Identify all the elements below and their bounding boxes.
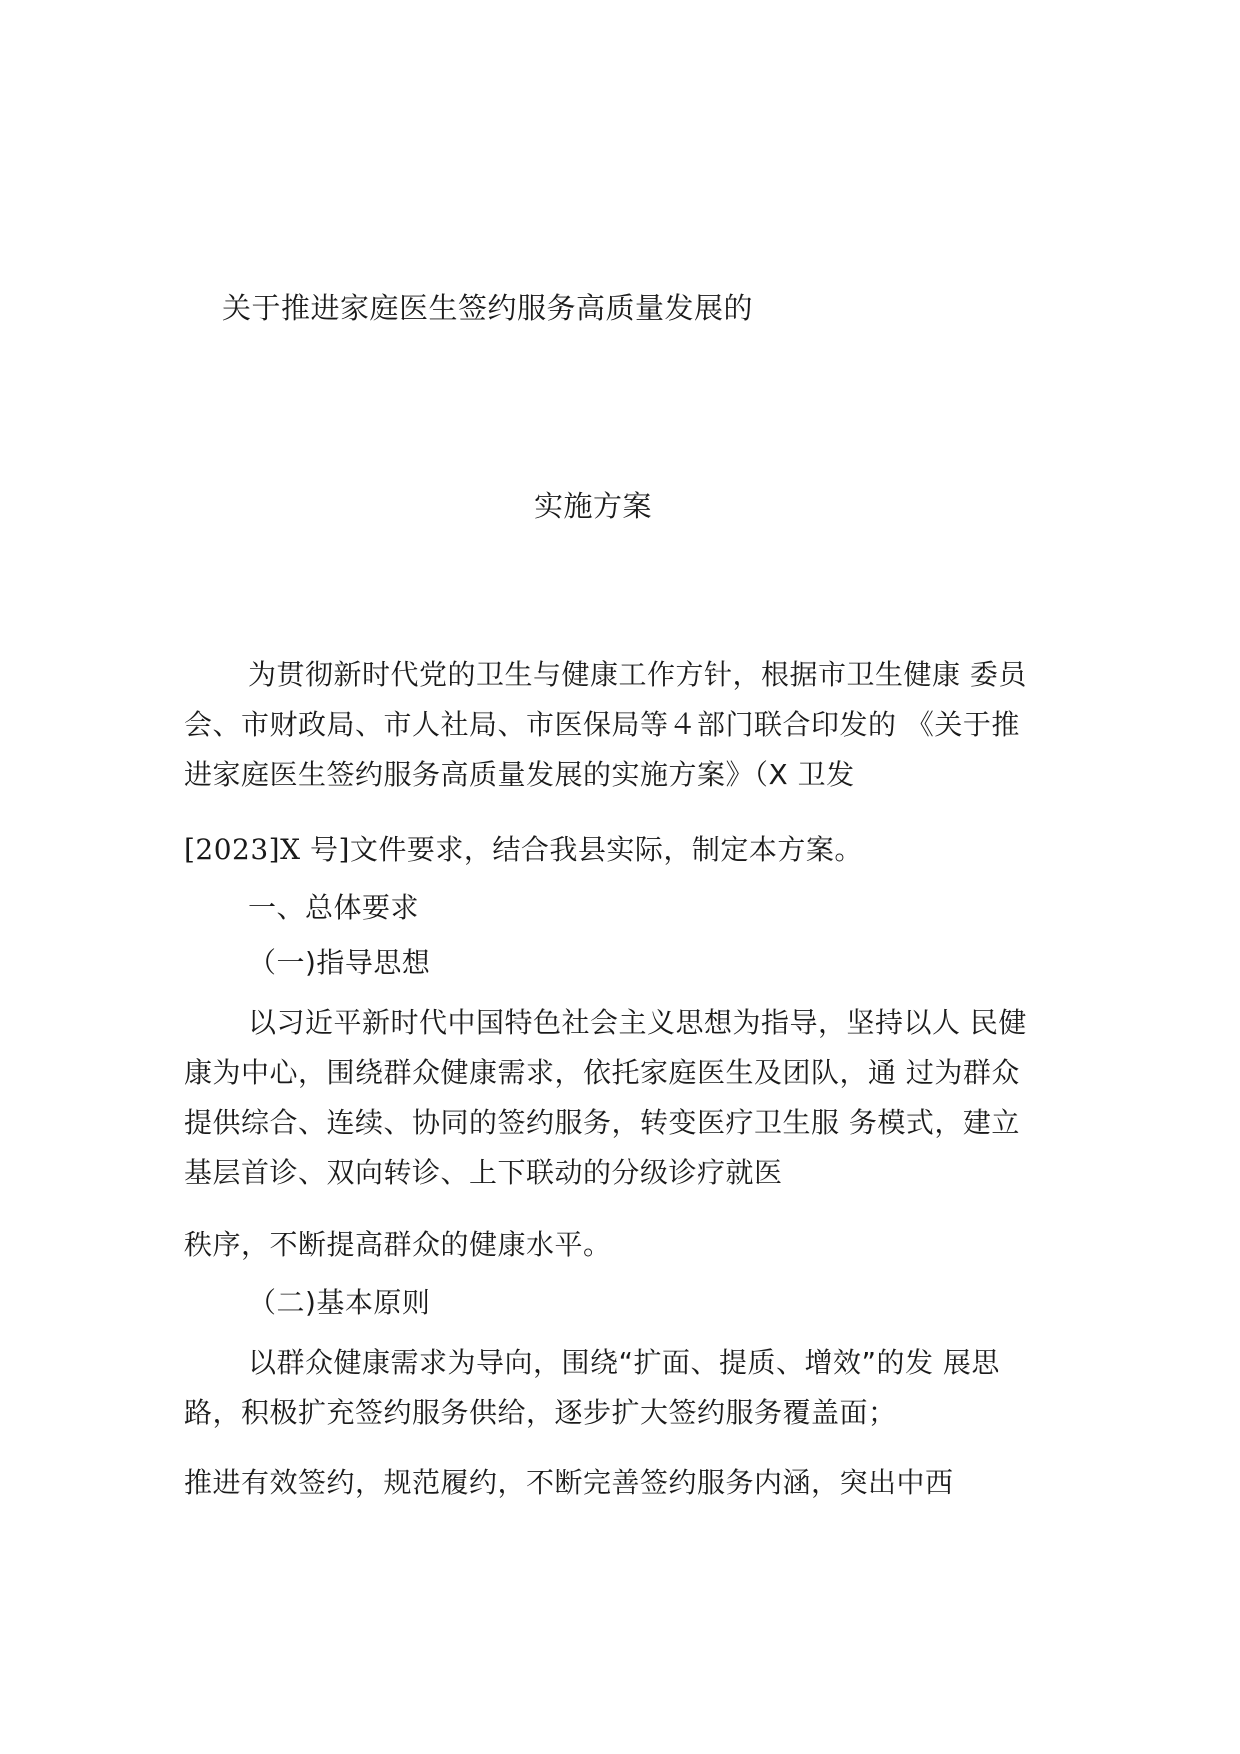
body-line: 秩序，不断提高群众的健康水平。 — [184, 1228, 612, 1261]
body-line: 康为中心，围绕群众健康需求，依托家庭医生及团队，通 过为群众 — [184, 1056, 1020, 1089]
body-line: 以习近平新时代中国特色社会主义思想为指导，坚持以人 民健 — [248, 1006, 1027, 1039]
body-line: 推进有效签约，规范履约，不断完善签约服务内涵，突出中西 — [184, 1466, 954, 1499]
title-line-2: 实施方案 — [534, 489, 653, 523]
body-line: 进家庭医生签约服务高质量发展的实施方案》（X 卫发 — [184, 758, 855, 791]
title-line-1: 关于推进家庭医生签约服务高质量发展的 — [222, 291, 754, 325]
body-line: [2023]X 号]文件要求，结合我县实际，制定本方案。 — [184, 833, 863, 866]
body-line: 为贯彻新时代党的卫生与健康工作方针，根据市卫生健康 委员 — [248, 658, 1027, 691]
body-line: 基层首诊、双向转诊、上下联动的分级诊疗就医 — [184, 1156, 783, 1189]
section-heading: 一、总体要求 — [248, 891, 420, 924]
body-line: 会、市财政局、市人社局、市医保局等４部门联合印发的 《关于推 — [184, 708, 1020, 741]
body-line: 提供综合、连续、协同的签约服务，转变医疗卫生服 务模式，建立 — [184, 1106, 1020, 1139]
subsection-heading: （二)基本原则 — [248, 1286, 431, 1319]
subsection-heading: （一)指导思想 — [248, 946, 431, 979]
body-line: 路，积极扩充签约服务供给，逐步扩大签约服务覆盖面； — [184, 1396, 897, 1429]
body-line: 以群众健康需求为导向，围绕“扩面、提质、增效”的发 展思 — [248, 1346, 1000, 1379]
